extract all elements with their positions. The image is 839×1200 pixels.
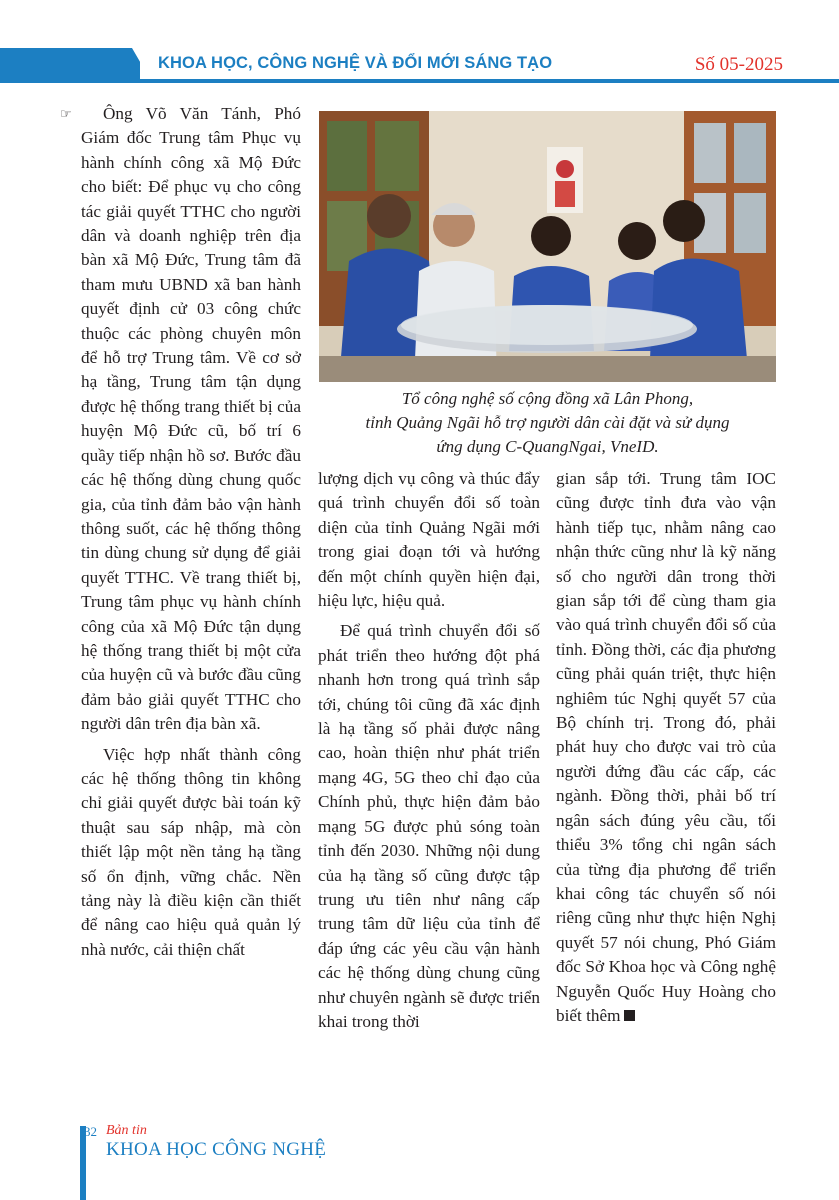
section-title: KHOA HỌC, CÔNG NGHỆ VÀ ĐỔI MỚI SÁNG TẠO — [158, 54, 553, 72]
article-column-2 — [318, 467, 540, 1034]
pointing-hand-icon: ☞ — [60, 107, 72, 122]
page-number: 32 — [84, 1124, 97, 1139]
article-column-1 — [81, 102, 301, 962]
footer-label-big: KHOA HỌC CÔNG NGHỆ — [106, 1139, 327, 1160]
caption-line: tỉnh Quảng Ngãi hỗ trợ người dân cài đặt và sử dụng — [365, 413, 730, 432]
paragraph: Việc hợp nhất thành công các hệ thống thông tin không chỉ giải quyết được bài toán kỹ thuật sau sáp nhập, mà còn thiết lập một nền tảng hạ tầng số ổn định, vững chắc. Nền tảng này là điều kiện cần thiết để nâng cao hiệu quả quản lý nhà nước, cải thiện chất — [81, 744, 301, 959]
footer-label-small: Bản tin — [106, 1123, 147, 1138]
header-tab — [0, 48, 140, 83]
caption-line: Tổ công nghệ số cộng đồng xã Lân Phong, — [401, 389, 694, 408]
issue-number: Số 05-2025 — [694, 54, 783, 75]
caption-line: ứng dụng C-QuangNgai, VneID. — [436, 437, 659, 456]
end-mark-icon — [624, 1010, 635, 1021]
article-photo — [319, 111, 776, 382]
paragraph-text: gian sắp tới. Trung tâm IOC cũng được tỉnh đưa vào vận hành tiếp tục, nhằm nâng cao nhận thức cũng như là kỹ năng số cho người dân trong thời gian sắp tới để cùng tham gia vào quá trình chuyển đổi số của tỉnh. Đồng thời, các địa phương cũng phải quán triệt, thực hiện nghiêm túc Nghị quyết 57 của Bộ chính trị. Trong đó, phải phát huy cho được vai trò của người đứng đầu các cấp, các ngành. Đồng thời, phải bố trí ngân sách đúng yêu cầu, tối thiểu 3% tổng chi ngân sách của từng địa phương để triển khai công tác chuyển số nói riêng cũng như thực hiện Nghị quyết 57 nói chung, Phó Giám đốc Sở Khoa học và Công nghệ Nguyễn Quốc Huy Hoàng cho biết thêm — [556, 469, 776, 1025]
article-column-3 — [556, 467, 776, 1028]
paragraph: lượng dịch vụ công và thúc đẩy quá trình chuyển đổi số toàn diện của tỉnh Quảng Ngãi mới trong giai đoạn tới và hướng đến một chính quyền hiện đại, hiệu lực, hiệu quả. — [318, 469, 540, 611]
paragraph: Để quá trình chuyển đổi số phát triển theo hướng đột phá nhanh hơn trong quá trình sắp tới, chúng tôi cũng đã xác định là hạ tầng số phải được nâng cao, hoàn thiện như phát triển mạng 4G, 5G theo chỉ đạo của Chính phủ, thực hiện đảm bảo mạng 5G được phủ sóng toàn tỉnh đến 2030. Những nội dung của hạ tầng số cũng được tập trung ưu tiên như nâng cấp trung tâm dữ liệu của tỉnh để đáp ứng các yêu cầu vận hành các hệ thống dùng chung cũng như chuyên ngành sẽ được triển khai trong thời — [318, 621, 540, 1031]
photo-caption — [319, 387, 776, 459]
paragraph — [556, 467, 776, 1028]
paragraph: Ông Võ Văn Tánh, Phó Giám đốc Trung tâm Phục vụ hành chính công xã Mộ Đức cho biết: Để phục vụ cho công tác giải quyết TTHC cho người dân và doanh nghiệp trên địa bàn xã Mộ Đức, Trung tâm đã tham mưu UBND xã ban hành quyết định cử 03 công chức thuộc các phòng chuyên môn để hỗ trợ Trung tâm. Về cơ sở hạ tầng, Trung tâm tận dụng được hệ thống trang thiết bị của huyện Mộ Đức cũ, bố trí 6 quầy tiếp nhận hồ sơ. Bước đầu các hệ thống dùng chung quốc gia, của tỉnh đảm bảo vận hành thông suốt, các hệ thống thông tin dùng chung sử dụng để giải quyết TTHC. Về trang thiết bị, Trung tâm phục vụ hành chính công của xã Mộ Đức tận dụng hệ thống trang thiết bị một cửa của huyện cũ và bước đầu cũng đảm bảo giải quyết TTHC cho người dân trên địa bàn xã. — [81, 104, 301, 734]
